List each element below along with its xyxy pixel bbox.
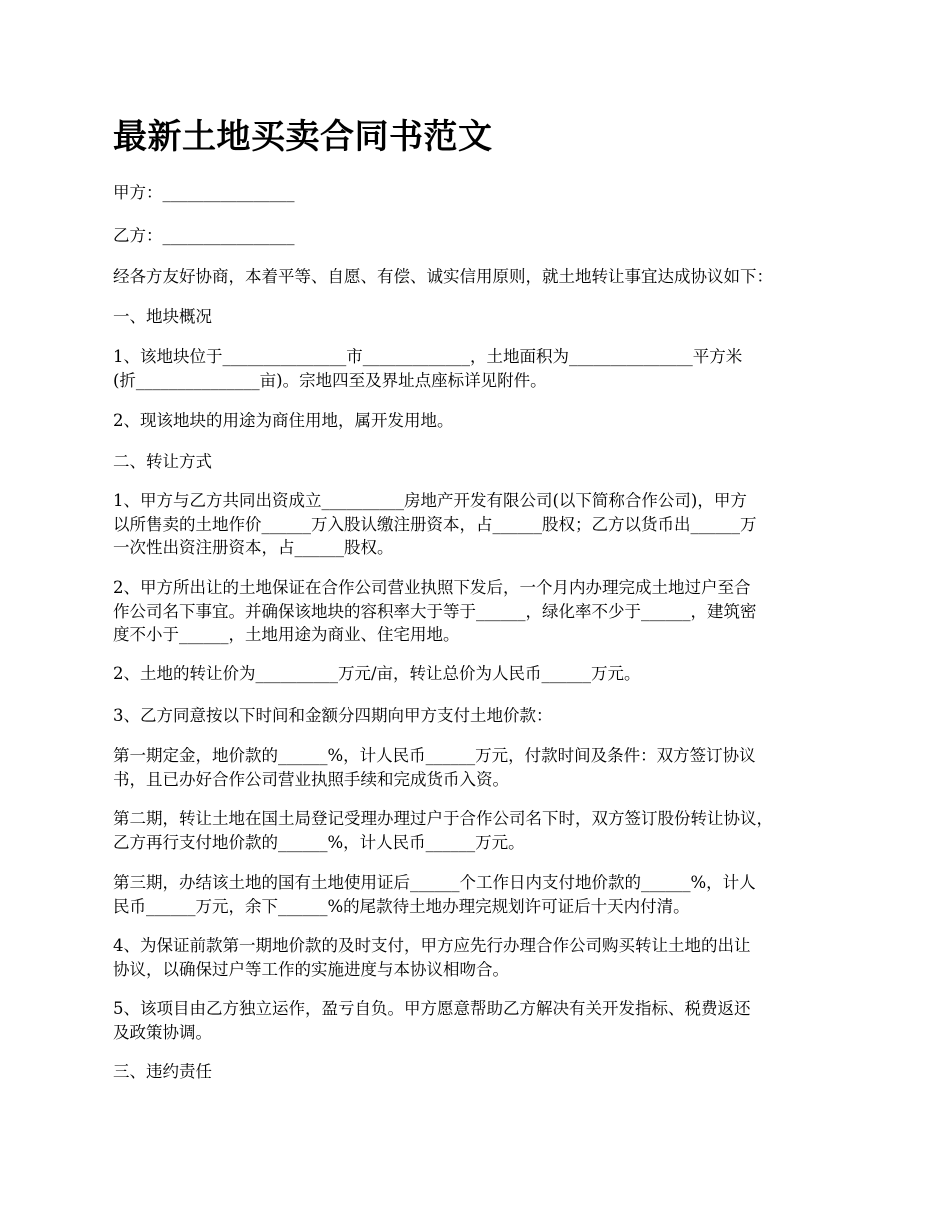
section-heading	[113, 305, 853, 329]
payment-paragraph	[113, 744, 853, 791]
clause-paragraph	[113, 409, 853, 433]
clause-paragraph	[113, 345, 853, 392]
clause-paragraph	[113, 997, 853, 1044]
payment-paragraph	[113, 807, 853, 854]
text-line: 乙方：________________	[113, 226, 295, 245]
clause-paragraph	[113, 704, 853, 728]
party-b-line	[113, 224, 853, 248]
text-line: 乙方再行支付地价款的______%，计人民币______万元。	[113, 832, 525, 852]
text-line: 二、转让方式	[113, 452, 212, 471]
text-line: 书，且已办好合作公司营业执照手续和完成货币入资。	[113, 769, 509, 789]
section-heading	[113, 1060, 853, 1084]
text-line: 一、地块概况	[113, 307, 212, 326]
text-line: 经各方友好协商，本着平等、自愿、有偿、诚实信用原则，就土地转让事宜达成协议如下：	[113, 267, 773, 286]
text-line: 4、为保证前款第一期地价款的及时支付，甲方应先行办理合作公司购买转让土地的出让	[113, 936, 751, 955]
text-line: 2、甲方所出让的土地保证在合作公司营业执照下发后，一个月内办理完成土地过户至合	[113, 578, 751, 597]
text-line: 及政策协调。	[113, 1022, 212, 1042]
clause-paragraph	[113, 489, 853, 560]
payment-paragraph	[113, 871, 853, 918]
document-title: 最新土地买卖合同书范文	[113, 117, 493, 157]
text-line: (折_______________亩)。宗地四至及界址点座标详见附件。	[113, 370, 547, 390]
text-line: 2、现该地块的用途为商住用地，属开发用地。	[113, 411, 454, 430]
text-line: 一次性出资注册资本，占______股权。	[113, 538, 394, 557]
preamble-paragraph	[113, 265, 853, 289]
clause-paragraph	[113, 662, 853, 686]
text-line: 第三期，办结该土地的国有土地使用证后______个工作日内支付地价款的______%，计人	[113, 873, 756, 892]
text-line: 协议，以确保过户等工作的实施进度与本协议相吻合。	[113, 959, 509, 979]
text-line: 2、土地的转让价为__________万元/亩，转让总价为人民币______万元。	[113, 664, 641, 683]
text-line: 第一期定金，地价款的______%，计人民币______万元，付款时间及条件：双方签订协议	[113, 746, 756, 765]
text-line: 5、该项目由乙方独立运作，盈亏自负。甲方愿意帮助乙方解决有关开发指标、税费返还	[113, 999, 751, 1018]
text-line: 第二期，转让土地在国土局登记受理办理过户于合作公司名下时，双方签订股份转让协议，	[113, 809, 773, 828]
clause-paragraph	[113, 934, 853, 981]
text-line: 3、乙方同意按以下时间和金额分四期向甲方支付土地价款：	[113, 706, 553, 725]
section-heading	[113, 450, 853, 474]
text-line: 民币______万元，余下______%的尾款待土地办理完规划许可证后十天内付清。	[113, 896, 690, 916]
text-line: 1、该地块位于_______________市_____________，土地面积为_______________平方米	[113, 347, 743, 366]
clause-paragraph	[113, 576, 853, 647]
party-a-line	[113, 181, 853, 205]
text-line: 度不小于______，土地用途为商业、住宅用地。	[113, 625, 460, 644]
text-line: 甲方：________________	[113, 183, 295, 202]
text-line: 1、甲方与乙方共同出资成立__________房地产开发有限公司(以下简称合作公司)，甲方	[113, 491, 747, 510]
text-line: 三、违约责任	[113, 1062, 212, 1081]
text-line: 以所售卖的土地作价______万入股认缴注册资本，占______股权；乙方以货币出______万	[113, 514, 757, 534]
text-line: 作公司名下事宜。并确保该地块的容积率大于等于______，绿化率不少于______，建筑密	[113, 601, 757, 621]
